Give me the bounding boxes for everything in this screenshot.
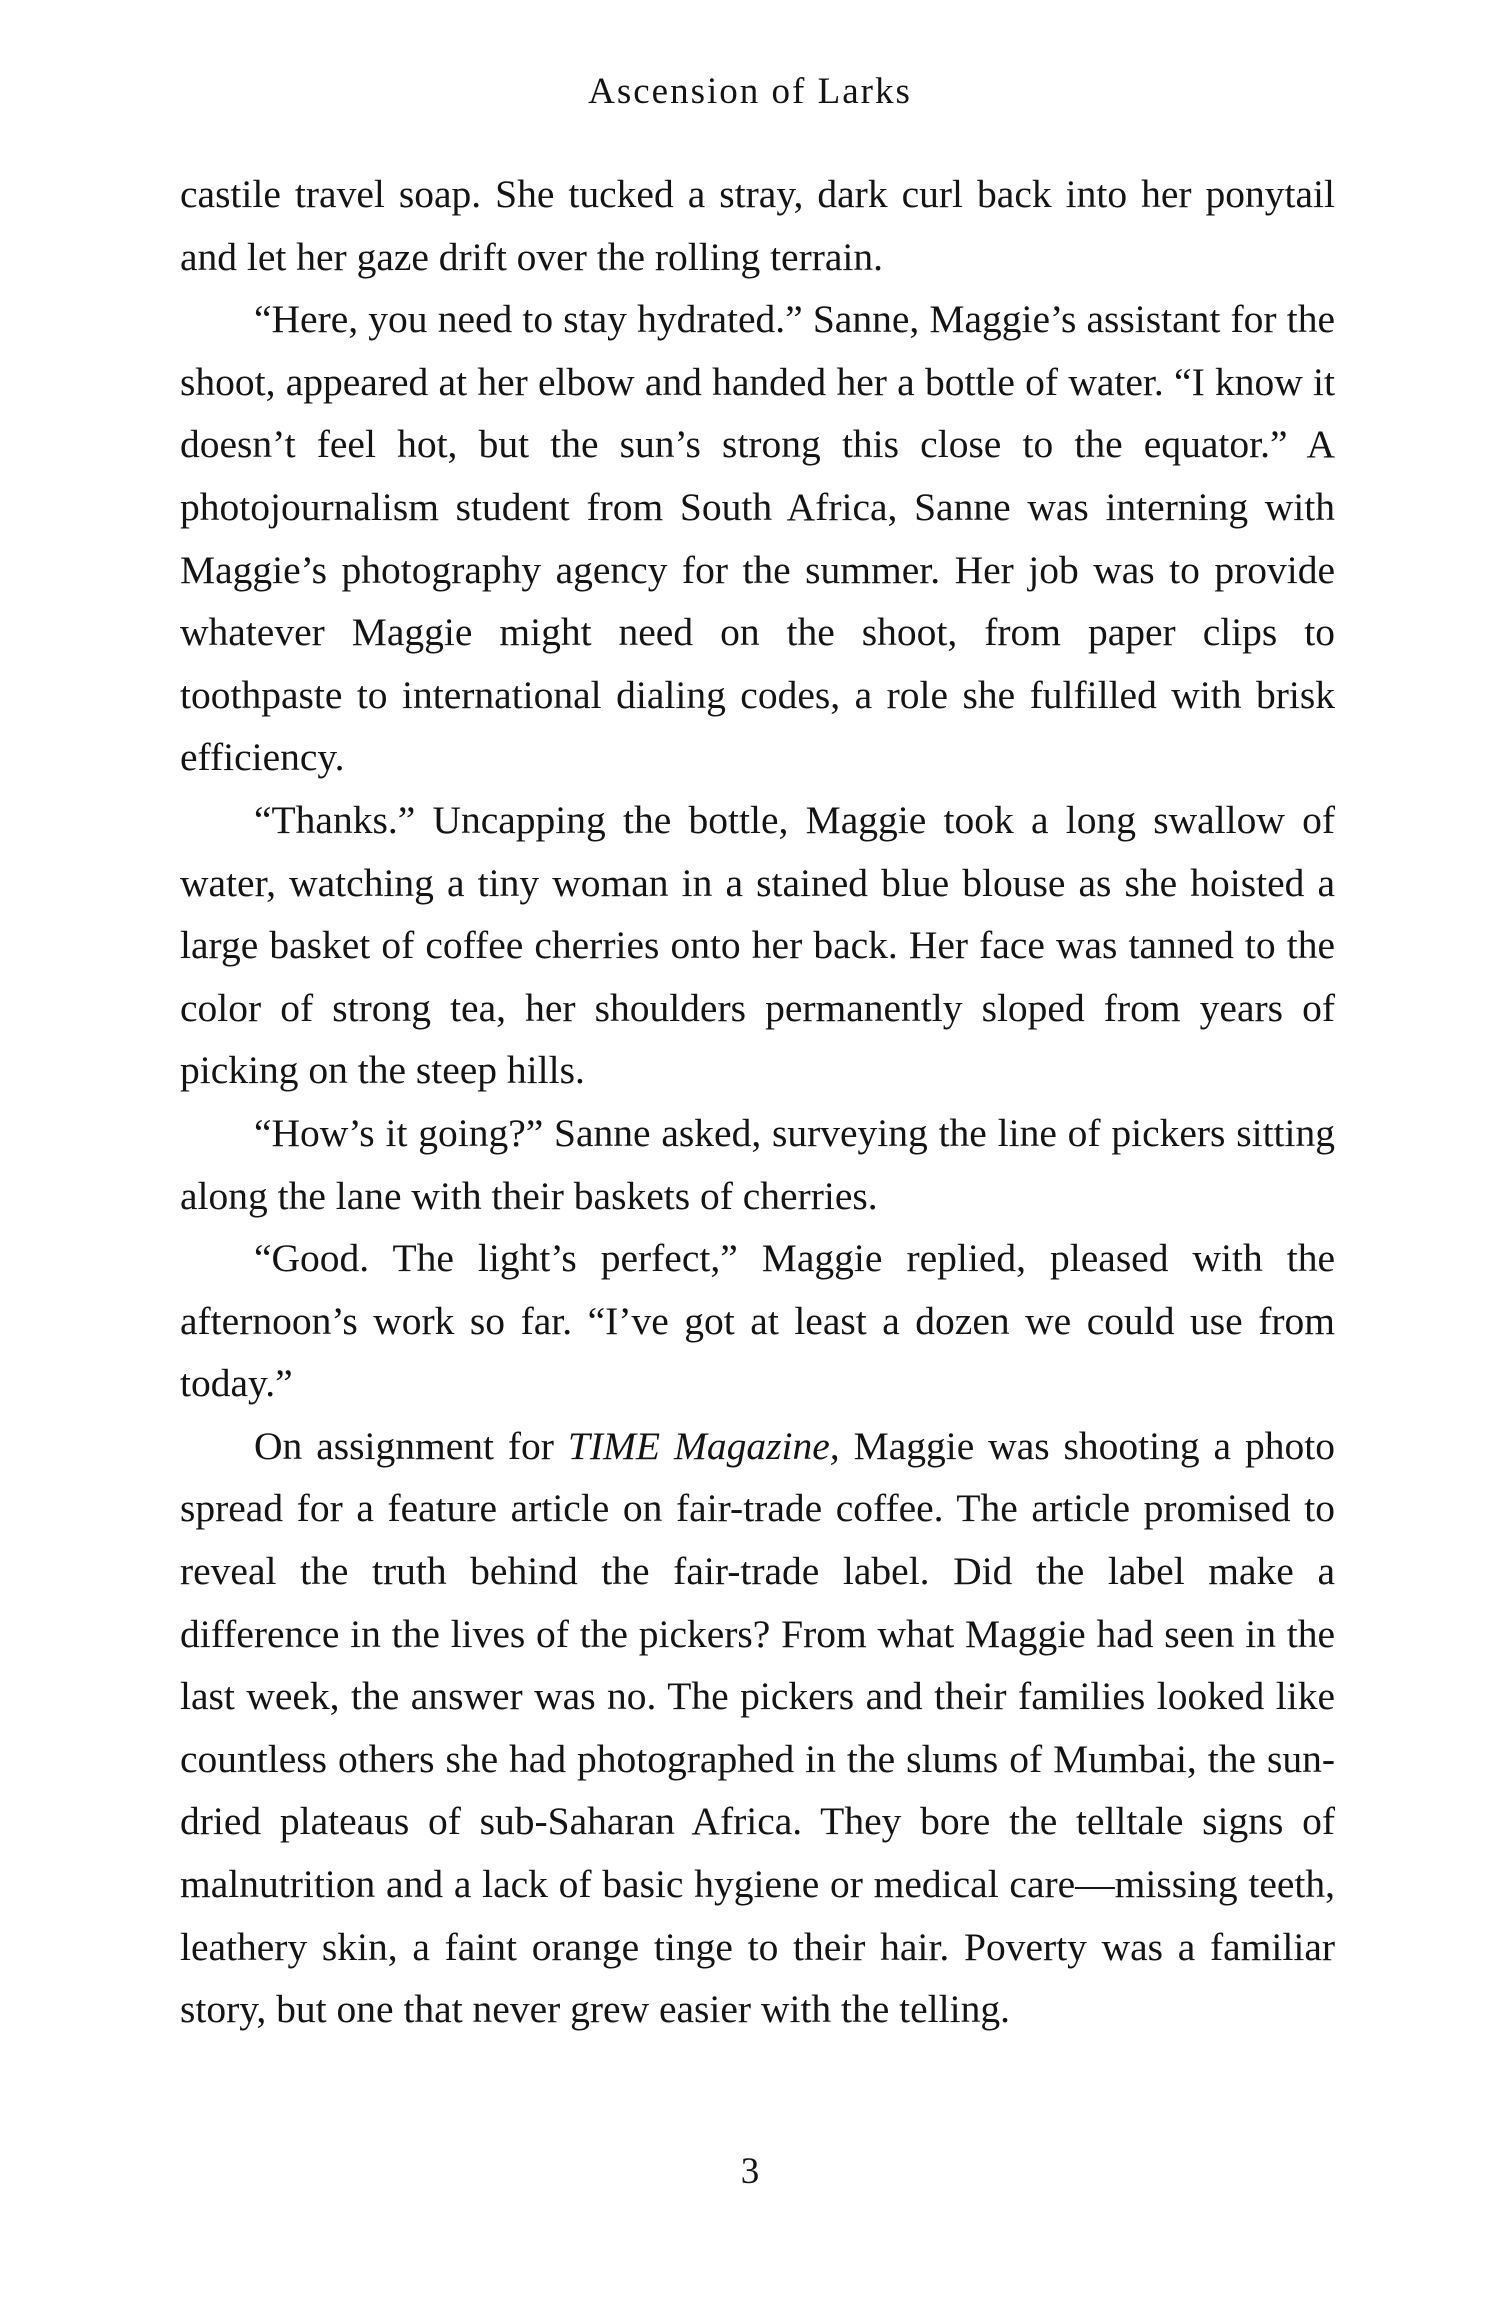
running-head: Ascension of Larks — [588, 71, 912, 112]
magazine-title: TIME Magazine, — [567, 1423, 840, 1468]
paragraph-5: “Good. The light’s perfect,” Maggie replied, pleased with the afternoon’s work so far. “I’ve got at least a dozen we could use from today.” — [180, 1236, 1335, 1406]
paragraph-2: “Here, you need to stay hydrated.” Sanne, Maggie’s assistant for the shoot, appeared at her elbow and handed her a bottle of water. “I know it doesn’t feel hot, but the sun’s strong this close to the equator.” A photojournalism student from South Africa, Sanne was interning with Maggie’s photography agency for the summer. Her job was to provide whatever Maggie might need on the shoot, from paper clips to toothpaste to international dialing codes, a role she fulfilled with brisk efficiency. — [180, 297, 1335, 780]
paragraph-1: castile travel soap. She tucked a stray, dark curl back into her ponytail and let her gaze drift over the rolling terrain. — [180, 172, 1335, 279]
paragraph-3: “Thanks.” Uncapping the bottle, Maggie took a long swallow of water, watching a tiny woman in a stained blue blouse as she hoisted a large basket of coffee cherries onto her back. Her face was tanned to the color of strong tea, her shoulders permanently sloped from years of picking on the steep hills. — [180, 797, 1335, 1093]
body-text — [180, 163, 1335, 2041]
paragraph-6-intro: On assignment for — [254, 1423, 568, 1468]
page-number: 3 — [740, 2151, 760, 2192]
paragraph-6-rest: Maggie was shooting a photo spread for a feature article on fair-trade coffee. The article promised to reveal the truth behind the fair-trade label. Did the label make a difference in the lives of the pickers? From what Maggie had seen in the last week, the answer was no. The pickers and their families looked like countless others she had photographed in the slums of Mumbai, the sun-dried plateaus of sub-Saharan Africa. They bore the telltale signs of malnutrition and a lack of basic hygiene or medical care—missing teeth, leathery skin, a faint orange tinge to their hair. Poverty was a familiar story, but one that never grew easier with the telling. — [180, 1423, 1335, 2032]
paragraph-6 — [180, 1415, 1335, 2041]
paragraph-4: “How’s it going?” Sanne asked, surveying the line of pickers sitting along the lane with their baskets of cherries. — [180, 1110, 1335, 1218]
